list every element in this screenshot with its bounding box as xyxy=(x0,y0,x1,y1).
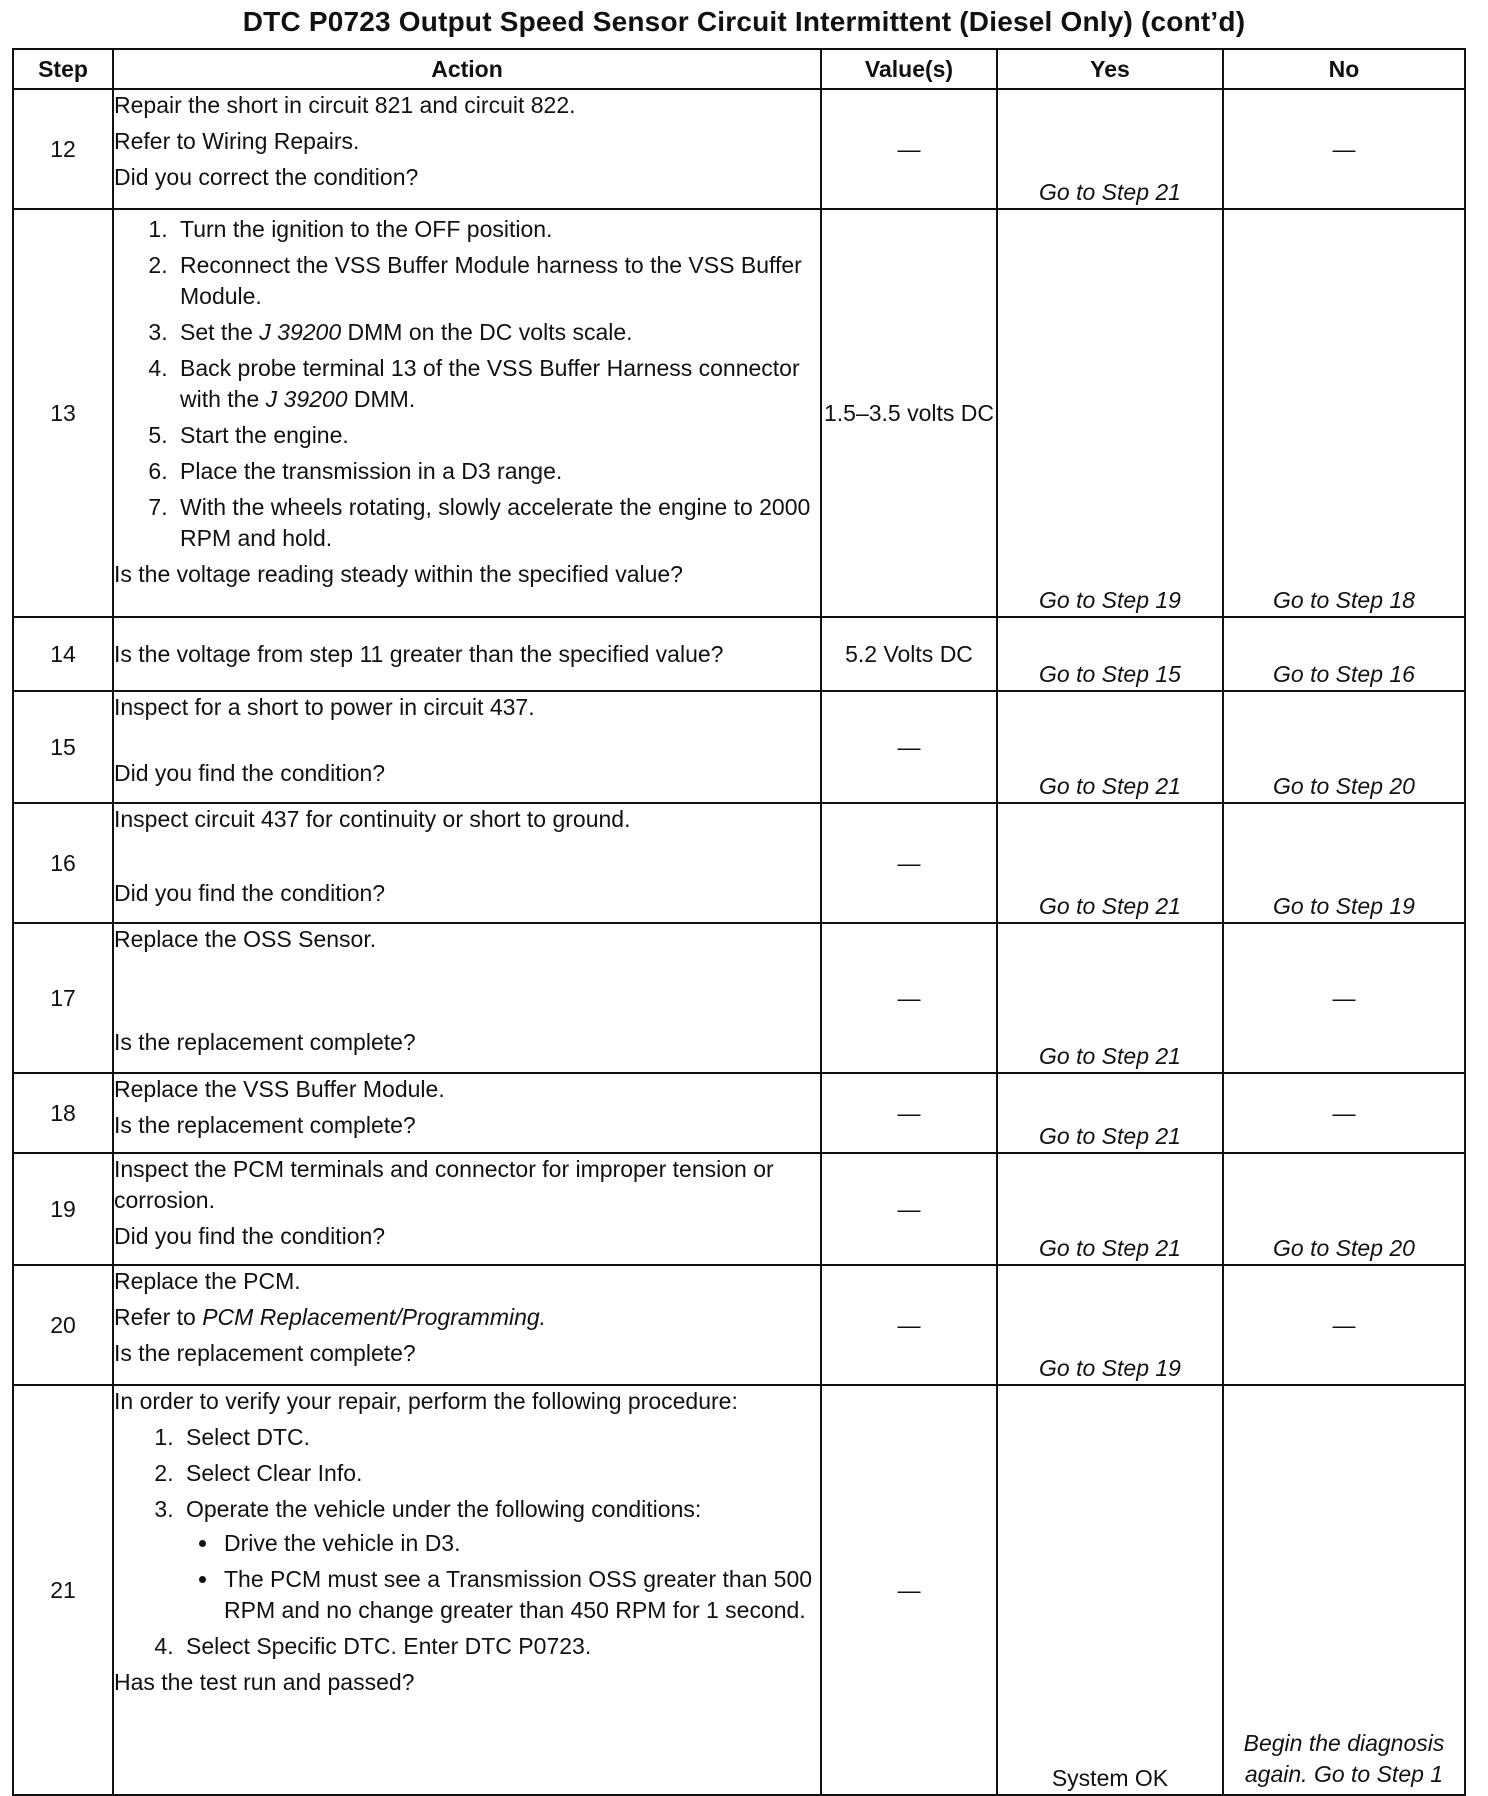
action-line: Refer to Wiring Repairs. xyxy=(114,128,360,154)
step-number: 20 xyxy=(13,1265,113,1385)
diagnostic-table xyxy=(12,48,1466,1796)
col-header-values: Value(s) xyxy=(821,49,997,89)
no-cell: Go to Step 16 xyxy=(1223,617,1465,691)
table-row xyxy=(13,923,1465,1073)
step-number: 21 xyxy=(13,1385,113,1795)
step-number: 17 xyxy=(13,923,113,1073)
action-line: Inspect circuit 437 for continuity or short to ground. xyxy=(114,806,631,832)
step-number: 15 xyxy=(13,691,113,803)
action-cell xyxy=(113,1073,821,1153)
table-row xyxy=(13,617,1465,691)
value-cell: — xyxy=(821,803,997,923)
step-number: 18 xyxy=(13,1073,113,1153)
step-number: 12 xyxy=(13,89,113,209)
no-cell: — xyxy=(1223,923,1465,1073)
value-cell: — xyxy=(821,1265,997,1385)
bullet-item: • The PCM must see a Transmission OSS greater than 500 RPM and no change greater than 450 RPM for 1 second. xyxy=(220,1564,820,1626)
list-item: 6. Place the transmission in a D3 range. xyxy=(174,456,820,487)
col-header-yes: Yes xyxy=(997,49,1223,89)
action-line: Inspect for a short to power in circuit 437. xyxy=(114,694,535,720)
action-cell xyxy=(113,803,821,923)
action-question: Did you correct the condition? xyxy=(114,164,419,190)
no-cell: Go to Step 19 xyxy=(1223,803,1465,923)
list-item: 1. Select DTC. xyxy=(180,1422,820,1453)
no-cell: Go to Step 20 xyxy=(1223,691,1465,803)
action-line: Repair the short in circuit 821 and circuit 822. xyxy=(114,92,576,118)
action-question: Did you find the condition? xyxy=(114,880,386,906)
yes-cell: Go to Step 21 xyxy=(997,89,1223,209)
value-cell: 1.5–3.5 volts DC xyxy=(821,209,997,617)
table-row xyxy=(13,691,1465,803)
list-item: 4. Select Specific DTC. Enter DTC P0723. xyxy=(180,1631,820,1662)
list-item xyxy=(180,1494,820,1626)
table-row xyxy=(13,1153,1465,1265)
action-question: Is the replacement complete? xyxy=(114,1112,416,1138)
action-cell xyxy=(113,691,821,803)
value-cell: — xyxy=(821,1153,997,1265)
yes-cell: Go to Step 19 xyxy=(997,209,1223,617)
yes-cell: Go to Step 21 xyxy=(997,1153,1223,1265)
action-line: Replace the OSS Sensor. xyxy=(114,926,377,952)
tool-name: J 39200 xyxy=(265,386,348,412)
action-line: Replace the PCM. xyxy=(114,1268,301,1294)
list-item: 1. Turn the ignition to the OFF position. xyxy=(174,214,820,245)
procedure-list xyxy=(114,1422,820,1662)
list-item: 3. Set the J 39200 DMM on the DC volts scale. xyxy=(174,317,820,348)
action-question: Did you find the condition? xyxy=(114,1223,386,1249)
no-cell: Go to Step 18 xyxy=(1223,209,1465,617)
action-cell xyxy=(113,1265,821,1385)
no-cell: — xyxy=(1223,89,1465,209)
no-cell: Begin the diagnosis again. Go to Step 1 xyxy=(1223,1385,1465,1795)
col-header-action: Action xyxy=(113,49,821,89)
value-cell: — xyxy=(821,1073,997,1153)
refer-link: PCM Replacement/Programming. xyxy=(202,1304,547,1330)
action-cell xyxy=(113,89,821,209)
yes-cell: System OK xyxy=(997,1385,1223,1795)
value-cell: 5.2 Volts DC xyxy=(821,617,997,691)
step-number: 16 xyxy=(13,803,113,923)
action-question: Has the test run and passed? xyxy=(114,1669,415,1695)
value-cell: — xyxy=(821,691,997,803)
bullet-item: • Drive the vehicle in D3. xyxy=(220,1528,820,1559)
value-cell: — xyxy=(821,89,997,209)
action-cell xyxy=(113,1385,821,1795)
table-row xyxy=(13,89,1465,209)
col-header-step: Step xyxy=(13,49,113,89)
list-item: 2. Select Clear Info. xyxy=(180,1458,820,1489)
step-number: 19 xyxy=(13,1153,113,1265)
step-number: 14 xyxy=(13,617,113,691)
no-cell: — xyxy=(1223,1073,1465,1153)
yes-cell: Go to Step 21 xyxy=(997,691,1223,803)
table-row xyxy=(13,803,1465,923)
action-question: Is the replacement complete? xyxy=(114,1340,416,1366)
action-question: Is the voltage from step 11 greater than the specified value? xyxy=(114,640,724,667)
action-question: Is the replacement complete? xyxy=(114,1029,416,1055)
table-row xyxy=(13,1073,1465,1153)
action-line: Replace the VSS Buffer Module. xyxy=(114,1076,445,1102)
table-row xyxy=(13,209,1465,617)
value-cell: — xyxy=(821,1385,997,1795)
refer-prefix: Refer to xyxy=(114,1304,196,1330)
action-question: Did you find the condition? xyxy=(114,760,386,786)
table-row xyxy=(13,1265,1465,1385)
page-title: DTC P0723 Output Speed Sensor Circuit Intermittent (Diesel Only) (cont’d) xyxy=(242,6,1246,37)
list-item: 2. Reconnect the VSS Buffer Module harness to the VSS Buffer Module. xyxy=(174,250,820,312)
condition-list xyxy=(186,1528,820,1626)
no-cell: Go to Step 20 xyxy=(1223,1153,1465,1265)
step-number: 13 xyxy=(13,209,113,617)
yes-cell: Go to Step 19 xyxy=(997,1265,1223,1385)
action-line: Inspect the PCM terminals and connector for improper tension or corrosion. xyxy=(114,1156,774,1213)
list-item: 4. Back probe terminal 13 of the VSS Buffer Harness connector with the J 39200 DMM. xyxy=(174,353,820,415)
no-cell: — xyxy=(1223,1265,1465,1385)
yes-cell: Go to Step 21 xyxy=(997,923,1223,1073)
list-item-text: Operate the vehicle under the following conditions: xyxy=(186,1496,702,1522)
list-item: 5. Start the engine. xyxy=(174,420,820,451)
action-cell xyxy=(113,209,821,617)
table-header-row xyxy=(13,49,1465,89)
table-row xyxy=(13,1385,1465,1795)
action-refer xyxy=(114,1302,820,1333)
yes-cell: Go to Step 15 xyxy=(997,617,1223,691)
yes-cell: Go to Step 21 xyxy=(997,803,1223,923)
action-intro: In order to verify your repair, perform the following procedure: xyxy=(114,1388,738,1414)
procedure-list xyxy=(114,214,820,554)
action-question: Is the voltage reading steady within the specified value? xyxy=(114,561,683,587)
list-item: 7. With the wheels rotating, slowly accelerate the engine to 2000 RPM and hold. xyxy=(174,492,820,554)
action-cell xyxy=(113,1153,821,1265)
col-header-no: No xyxy=(1223,49,1465,89)
action-cell xyxy=(113,923,821,1073)
value-cell: — xyxy=(821,923,997,1073)
action-cell xyxy=(113,617,821,691)
tool-name: J 39200 xyxy=(259,319,342,345)
yes-cell: Go to Step 21 xyxy=(997,1073,1223,1153)
